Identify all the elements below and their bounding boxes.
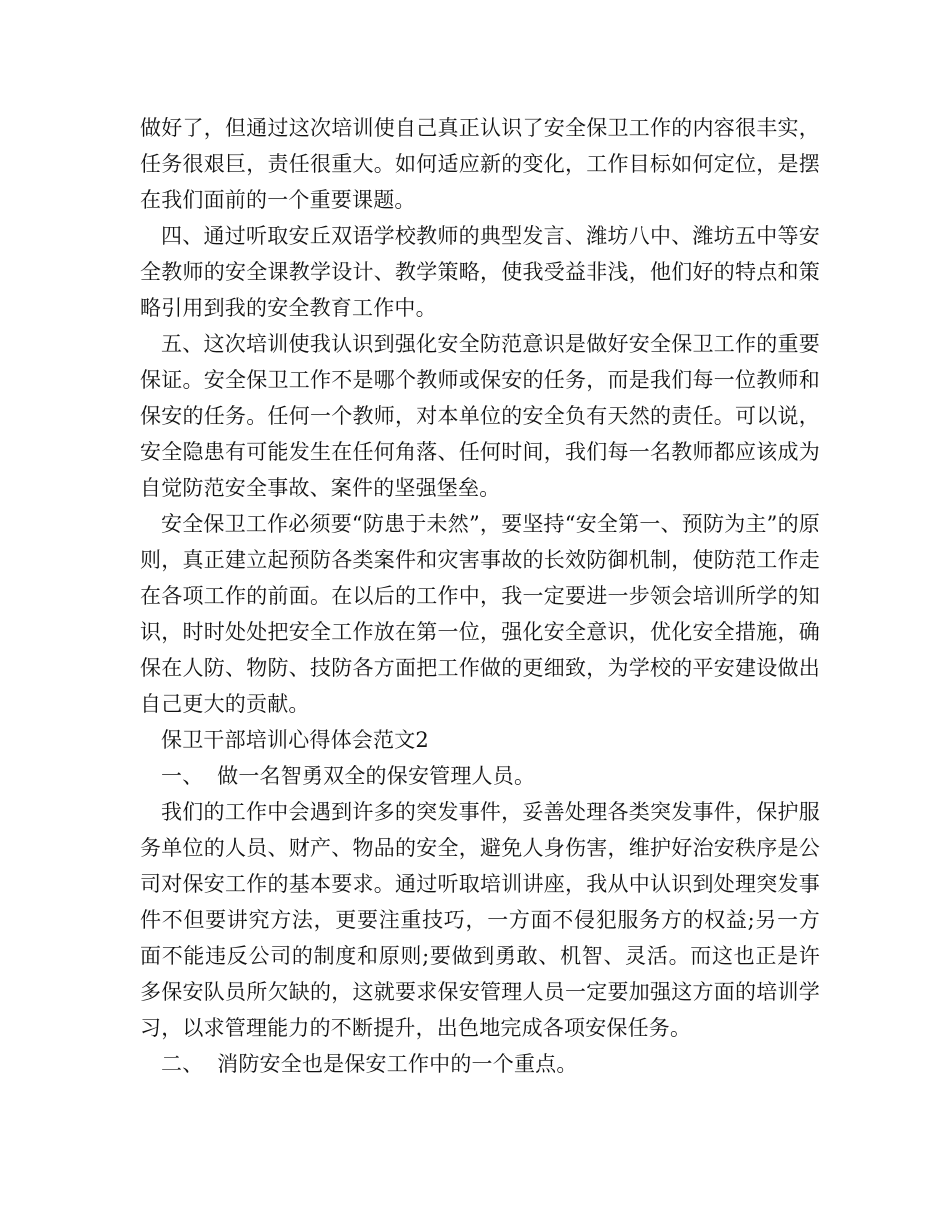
- paragraph-point-five: 五、这次培训使我认识到强化安全防范意识是做好安全保卫工作的重要保证。安全保卫工作不是哪个教师或保安的任务，而是我们每一位教师和保安的任务。任何一个教师，对本单位的安全负有天然的责任。可以说，安全隐患有可能发生在任何角落、任何时间，我们每一名教师都应该成为自觉防范安全事故、案件的坚强堡垒。: [140, 332, 820, 500]
- section-title: 保卫干部培训心得体会范文2: [161, 728, 429, 752]
- paragraph-point-four: 四、通过听取安丘双语学校教师的典型发言、潍坊八中、潍坊五中等安全教师的安全课教学设计、教学策略，使我受益非浅，他们好的特点和策略引用到我的安全教育工作中。: [140, 224, 820, 320]
- paragraph-continuation: 做好了，但通过这次培训使自己真正认识了安全保卫工作的内容很丰实，任务很艰巨，责任很重大。如何适应新的变化，工作目标如何定位，是摆在我们面前的一个重要课题。: [140, 116, 820, 212]
- subheading-one: 一、 做一名智勇双全的保安管理人员。: [161, 764, 536, 788]
- document-page: [140, 110, 820, 1082]
- subheading-two: 二、 消防安全也是保安工作中的一个重点。: [161, 1052, 578, 1076]
- paragraph-emergency-handling: 我们的工作中会遇到许多的突发事件，妥善处理各类突发事件，保护服务单位的人员、财产、物品的安全，避免人身伤害，维护好治安秩序是公司对保安工作的基本要求。通过听取培训讲座，我从中认识到处理突发事件不但要讲究方法，更要注重技巧，一方面不侵犯服务方的权益;另一方面不能违反公司的制度和原则;要做到勇敢、机智、灵活。而这也正是许多保安队员所欠缺的，这就要求保安管理人员一定要加强这方面的培训学习，以求管理能力的不断提升，出色地完成各项安保任务。: [140, 800, 820, 1040]
- paragraph-conclusion: 安全保卫工作必须要“防患于未然”，要坚持“安全第一、预防为主”的原则，真正建立起预防各类案件和灾害事故的长效防御机制，使防范工作走在各项工作的前面。在以后的工作中，我一定要进一步领会培训所学的知识，时时处处把安全工作放在第一位，强化安全意识，优化安全措施，确保在人防、物防、技防各方面把工作做的更细致，为学校的平安建设做出自己更大的贡献。: [140, 512, 820, 716]
